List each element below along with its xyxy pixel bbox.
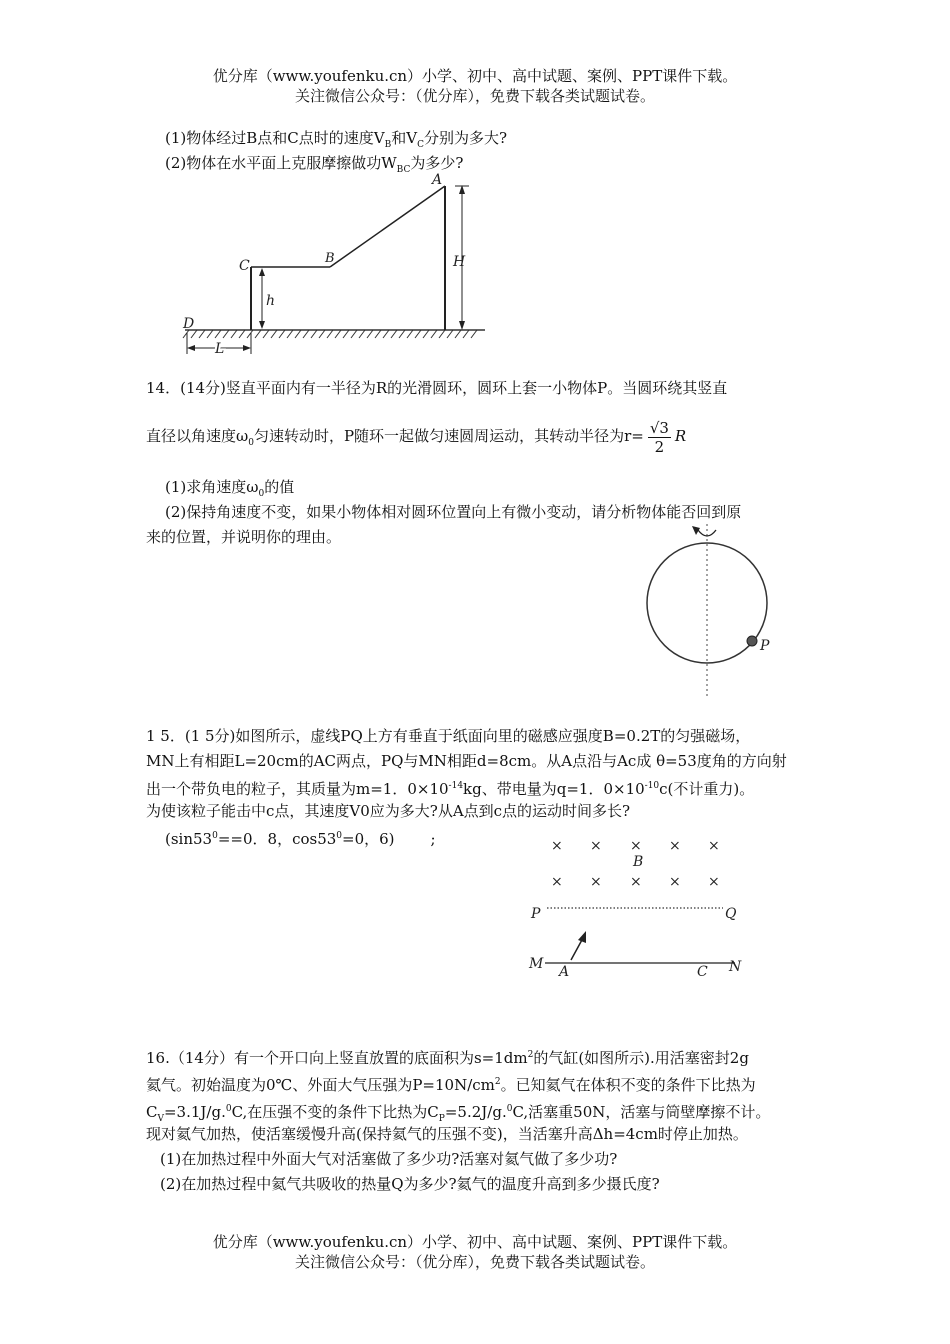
hatch-mark xyxy=(399,330,405,338)
hatch-mark xyxy=(447,330,453,338)
hatch-mark xyxy=(391,330,397,338)
ground-hatching xyxy=(183,330,485,338)
q16-line4: 现对氦气加热，使活塞缓慢升高(保持氦气的压强不变)，当活塞升高Δh=4cm时停止加热。 xyxy=(146,1125,748,1143)
q15-line4: 为使该粒子能击中c点，其速度V0应为多大?从A点到c点的运动时间多长? xyxy=(146,802,631,820)
hatch-mark xyxy=(239,330,245,338)
hatch-mark xyxy=(375,330,381,338)
header-line-1: 优分库（www.youfenku.cn）小学、初中、高中试题、案例、PPT课件下载。 xyxy=(212,67,738,85)
q15-line2: MN上有相距L=20cm的AC两点，PQ与MN相距d=8cm。从A点沿与Ac成 θ=53度角的方向射 xyxy=(146,752,787,770)
field-x: × xyxy=(551,838,563,854)
q15-figure xyxy=(525,830,775,980)
hatch-mark xyxy=(327,330,333,338)
label-h: h xyxy=(266,293,276,309)
field-x: × xyxy=(669,838,681,854)
hatch-mark xyxy=(383,330,389,338)
label-C: C xyxy=(697,964,708,980)
label-A: A xyxy=(432,172,443,188)
label-B: B xyxy=(633,854,644,870)
hatch-mark xyxy=(463,330,469,338)
field-x: × xyxy=(551,874,563,890)
hatch-mark xyxy=(223,330,229,338)
q16-line1: 16.（14分）有一个开口向上竖直放置的底面积为$s=1dm^2$的气缸(如图所示).用活塞密封2g xyxy=(146,1049,749,1067)
hatch-mark xyxy=(359,330,365,338)
hatch-mark xyxy=(279,330,285,338)
hatch-mark xyxy=(199,330,205,338)
field-x: × xyxy=(630,838,642,854)
hatch-mark xyxy=(207,330,213,338)
hatch-mark xyxy=(303,330,309,338)
label-M: M xyxy=(529,956,544,972)
hatch-mark xyxy=(455,330,461,338)
hatch-mark xyxy=(215,330,221,338)
radius-fraction: $\frac{√3}{2}$ xyxy=(649,418,669,456)
hatch-mark xyxy=(255,330,261,338)
field-x: × xyxy=(669,874,681,890)
label-C: C xyxy=(239,258,250,274)
q14-line2: 直径以角速度$\omega_0$匀速转动时，P随环一起做匀速圆周运动，其转动半径为r= $\frac{√3}{2}$ R xyxy=(146,418,687,456)
q15-line3: 出一个带负电的粒子，其质量为m=1．$0\times 10^{-14}kg$、带电量为q=1．$0\times 10^{-10}c$(不计重力)。 xyxy=(146,780,755,798)
hatch-mark xyxy=(431,330,437,338)
q14-sub1: (1)求角速度$\omega_0$的值 xyxy=(165,478,295,499)
q15-line5: ($\sin 53^0==0$．8，$\cos 53^0=0$，6) ; xyxy=(165,830,436,848)
field-x: × xyxy=(590,838,602,854)
field-x: × xyxy=(630,874,642,890)
label-Q: Q xyxy=(725,906,737,922)
hatch-mark xyxy=(335,330,341,338)
hatch-mark xyxy=(423,330,429,338)
hatch-mark xyxy=(287,330,293,338)
hatch-mark xyxy=(231,330,237,338)
label-P: P xyxy=(760,638,770,654)
q13-sub2: (2)物体在水平面上克服摩擦做功$W_{BC}$为多少? xyxy=(165,154,464,175)
hatch-mark xyxy=(247,330,253,338)
object-P xyxy=(747,636,757,646)
hatch-mark xyxy=(311,330,317,338)
q16-sub1: (1)在加热过程中外面大气对活塞做了多少功?活塞对氦气做了多少功? xyxy=(160,1150,618,1168)
hatch-mark xyxy=(295,330,301,338)
q13-sub1: (1)物体经过B点和C点时的速度$V_B$和$V_C$分别为多大? xyxy=(165,129,507,150)
field-x: × xyxy=(590,874,602,890)
footer-line-2: 关注微信公众号：（优分库），免费下载各类试题试卷。 xyxy=(294,1253,655,1271)
label-L: L xyxy=(215,341,225,357)
hatch-mark xyxy=(415,330,421,338)
hatch-mark xyxy=(351,330,357,338)
hatch-mark xyxy=(367,330,373,338)
hatch-mark xyxy=(271,330,277,338)
q14-sub2a: (2)保持角速度不变，如果小物体相对圆环位置向上有微小变动，请分析物体能否回到原 xyxy=(165,503,742,521)
label-H: H xyxy=(453,254,466,270)
q16-line2: 氦气。初始温度为0℃、外面大气压强为$P=10N/cm^2$。已知氦气在体积不变的条件下比热为 xyxy=(146,1076,756,1094)
incline-ba xyxy=(330,186,445,267)
velocity-arrow xyxy=(571,938,583,960)
label-A: A xyxy=(559,964,570,980)
field-x: × xyxy=(708,838,720,854)
hatch-mark xyxy=(471,330,477,338)
label-N: N xyxy=(729,959,742,975)
q15-line1: 1 5．(1 5分)如图所示，虚线PQ上方有垂直于纸面向里的磁感应强度B=0.2T的匀强磁场， xyxy=(146,727,751,745)
field-x: × xyxy=(708,874,720,890)
q16-sub2: (2)在加热过程中氦气共吸收的热量Q为多少?氦气的温度升高到多少摄氏度? xyxy=(160,1175,660,1193)
q14-sub2b: 来的位置，并说明你的理由。 xyxy=(146,528,342,546)
q13-figure xyxy=(175,168,495,368)
q14-line1: 14．(14分)竖直平面内有一半径为R的光滑圆环，圆环上套一小物体P。当圆环绕其竖直 xyxy=(146,379,728,397)
header-line-2: 关注微信公众号：（优分库），免费下载各类试题试卷。 xyxy=(294,87,655,105)
q14-figure xyxy=(640,518,780,703)
label-B: B xyxy=(325,251,335,266)
hatch-mark xyxy=(263,330,269,338)
hatch-mark xyxy=(319,330,325,338)
footer-line-1: 优分库（www.youfenku.cn）小学、初中、高中试题、案例、PPT课件下载。 xyxy=(212,1233,738,1251)
hatch-mark xyxy=(439,330,445,338)
label-P: P xyxy=(531,906,541,922)
hatch-mark xyxy=(407,330,413,338)
label-D: D xyxy=(183,316,195,332)
hatch-mark xyxy=(343,330,349,338)
q16-line3: $C_V=3.1J/g.^0C$,在压强不变的条件下比热为$C_P=5.2J/g.^0C$,活塞重50N，活塞与筒壁摩擦不计。 xyxy=(146,1103,771,1124)
